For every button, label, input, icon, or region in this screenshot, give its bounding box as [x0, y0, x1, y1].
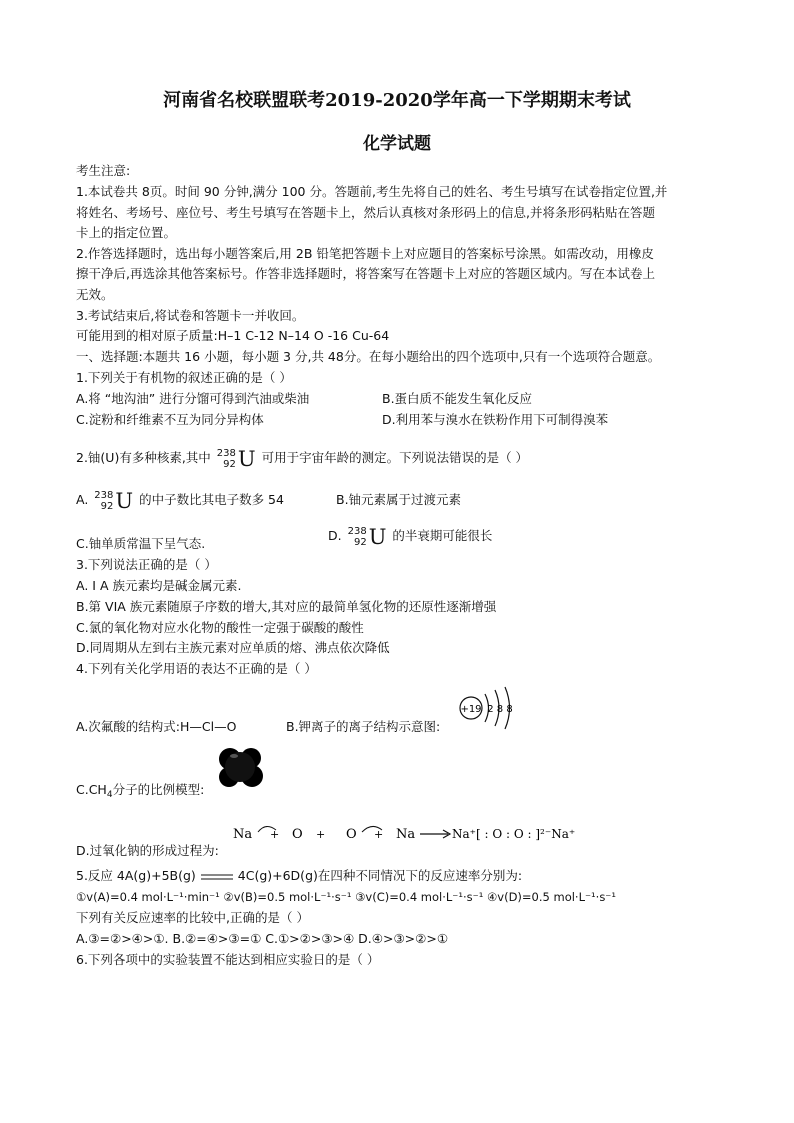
notice-line: 2.作答选择题时，选出每小题答案后,用 2B 铅笔把答题卡上对应题目的答案标号涂黑。如需改动，用橡皮: [76, 246, 654, 261]
potassium-ion-diagram: [455, 684, 521, 730]
question-2-stem: [76, 440, 528, 477]
sodium-atom: Na: [233, 827, 253, 842]
isotope-atomic-number: 92: [353, 536, 367, 548]
q5-options: A.③=②>④>①. B.②=④>③=① C.①>②>③>④ D.④>③>②>①: [76, 931, 449, 946]
q5-stem-post: 4C(g)+6D(g)在四种不同情况下的反应速率分别为:: [237, 868, 523, 883]
oxygen-atom: O: [292, 827, 303, 842]
sodium-peroxide-product: Na⁺[ : O : O : ]²⁻Na⁺: [452, 827, 576, 841]
q2-option-a: [76, 482, 284, 519]
c-atom: [225, 752, 255, 782]
q3-option-a: A. I A 族元素均是碱金属元素.: [76, 578, 242, 593]
equilibrium-arrow: [200, 872, 234, 882]
na2o2-formation: [230, 814, 590, 848]
notice-line: 1.本试卷共 8页。时间 90 分钟,满分 100 分。答题前,考生先将自己的姓名、考生号填写在试卷指定位置,并: [76, 184, 668, 199]
notice-line: 将姓名、考场号、座位号、考生号填写在答题卡上，然后认真核对条形码上的信息,并将条形码粘贴在答题: [76, 205, 655, 220]
isotope-mass: 238: [216, 447, 236, 459]
q1-option-c: C.淀粉和纤维素不互为同分异构体: [76, 412, 264, 427]
isotope-u238: [217, 441, 256, 477]
question-3-stem: 3.下列说法正确的是（ ）: [76, 557, 217, 572]
q2-option-d: [328, 518, 492, 555]
q2-option-c: C.铀单质常温下呈气态.: [76, 536, 206, 551]
exam-subtitle: 化学试题: [363, 134, 431, 154]
notice-line: 擦干净后,再选涂其他答案标号。作答非选择题时，将答案写在答题卡上对应的答题区域内。写在本试卷上: [76, 266, 655, 281]
q4-c-post: 分子的比例模型:: [112, 782, 205, 797]
isotope-atomic-number: 92: [100, 500, 114, 512]
question-4-stem: 4.下列有关化学用语的表达不正确的是（ ）: [76, 661, 317, 676]
isotope-symbol: U: [115, 488, 134, 513]
ch4-space-filling-model: [214, 745, 266, 789]
oxygen-atom: O: [346, 827, 357, 842]
nucleus-charge: +19: [460, 704, 482, 715]
q1-option-a: A.将 “地沟油” 进行分馏可得到汽油或柴油: [76, 391, 310, 406]
notice-heading: 考生注意:: [76, 163, 131, 178]
q1-option-b: B.蛋白质不能发生氧化反应: [382, 391, 533, 406]
isotope-u238: [94, 483, 133, 519]
q4-option-a: A.次氟酸的结构式:H—Cl—O: [76, 719, 237, 734]
electron-counts: 2 8 8: [487, 704, 513, 715]
sodium-atom: Na: [396, 827, 416, 842]
isotope-atomic-number: 92: [223, 458, 236, 470]
q4-c-sub: 4: [106, 790, 113, 800]
q4-option-b: B.钾离子的离子结构示意图:: [286, 719, 441, 734]
isotope-mass: 238: [347, 525, 367, 537]
q5-question: 下列有关反应速率的比较中,正确的是（ ）: [76, 910, 309, 925]
isotope-u238: [348, 519, 387, 555]
plus-sign: +: [316, 828, 326, 841]
section-heading: 一、选择题:本题共 16 小题，每小题 3 分,共 48分。在每小题给出的四个选项中,只有一个选项符合题意。: [76, 349, 661, 364]
isotope-symbol: U: [368, 524, 387, 549]
notice-line: 卡上的指定位置。: [76, 225, 177, 240]
q2-d-post: 的半衰期可能很长: [392, 528, 493, 543]
isotope-symbol: U: [237, 446, 256, 471]
plus-sign: +: [374, 828, 384, 841]
highlight: [230, 754, 238, 758]
q2-a-pre: A.: [76, 492, 89, 507]
isotope-mass: 238: [94, 489, 114, 501]
notice-line: 3.考试结束后,将试卷和答题卡一并收回。: [76, 308, 305, 323]
q5-stem-pre: 5.反应 4A(g)+5B(g): [76, 868, 196, 883]
question-5-stem: [76, 867, 522, 885]
q2-d-pre: D.: [328, 528, 342, 543]
q5-rates: ①v(A)=0.4 mol·L⁻¹·min⁻¹ ②v(B)=0.5 mol·L⁻¹·s⁻¹ ③v(C)=0.4 mol·L⁻¹·s⁻¹ ④v(D)=0.5 mol·L⁻¹·s⁻¹: [76, 890, 616, 904]
q4-option-d: D.过氧化钠的形成过程为:: [76, 843, 219, 858]
q2-stem-post: 可用于宇宙年龄的测定。下列说法错误的是（ ）: [261, 450, 529, 465]
question-1-stem: 1.下列关于有机物的叙述正确的是（ ）: [76, 370, 292, 385]
q3-option-b: B.第 VIA 族元素随原子序数的增大,其对应的最简单氢化物的还原性逐渐增强: [76, 599, 497, 614]
question-6-stem: 6.下列各项中的实验装置不能达到相应实验日的是（ ）: [76, 952, 380, 967]
q2-option-b: B.铀元素属于过渡元素: [336, 492, 462, 507]
atomic-masses: 可能用到的相对原子质量:H–1 C-12 N–14 O -16 Cu-64: [76, 328, 390, 343]
q3-option-d: D.同周期从左到右主族元素对应单质的熔、沸点依次降低: [76, 640, 390, 655]
exam-title: 河南省名校联盟联考2019-2020学年高一下学期期末考试: [163, 90, 631, 111]
q4-option-c: [76, 781, 204, 804]
q2-stem-pre: 2.铀(U)有多种核素,其中: [76, 450, 211, 465]
q2-a-post: 的中子数比其电子数多 54: [139, 492, 284, 507]
plus-sign: +: [270, 828, 280, 841]
notice-line: 无效。: [76, 287, 114, 302]
q3-option-c: C.氯的氧化物对应水化物的酸性一定强于碳酸的酸性: [76, 620, 364, 635]
q4-c-pre: C.CH: [76, 782, 107, 797]
q1-option-d: D.利用苯与溴水在铁粉作用下可制得溴苯: [382, 412, 609, 427]
